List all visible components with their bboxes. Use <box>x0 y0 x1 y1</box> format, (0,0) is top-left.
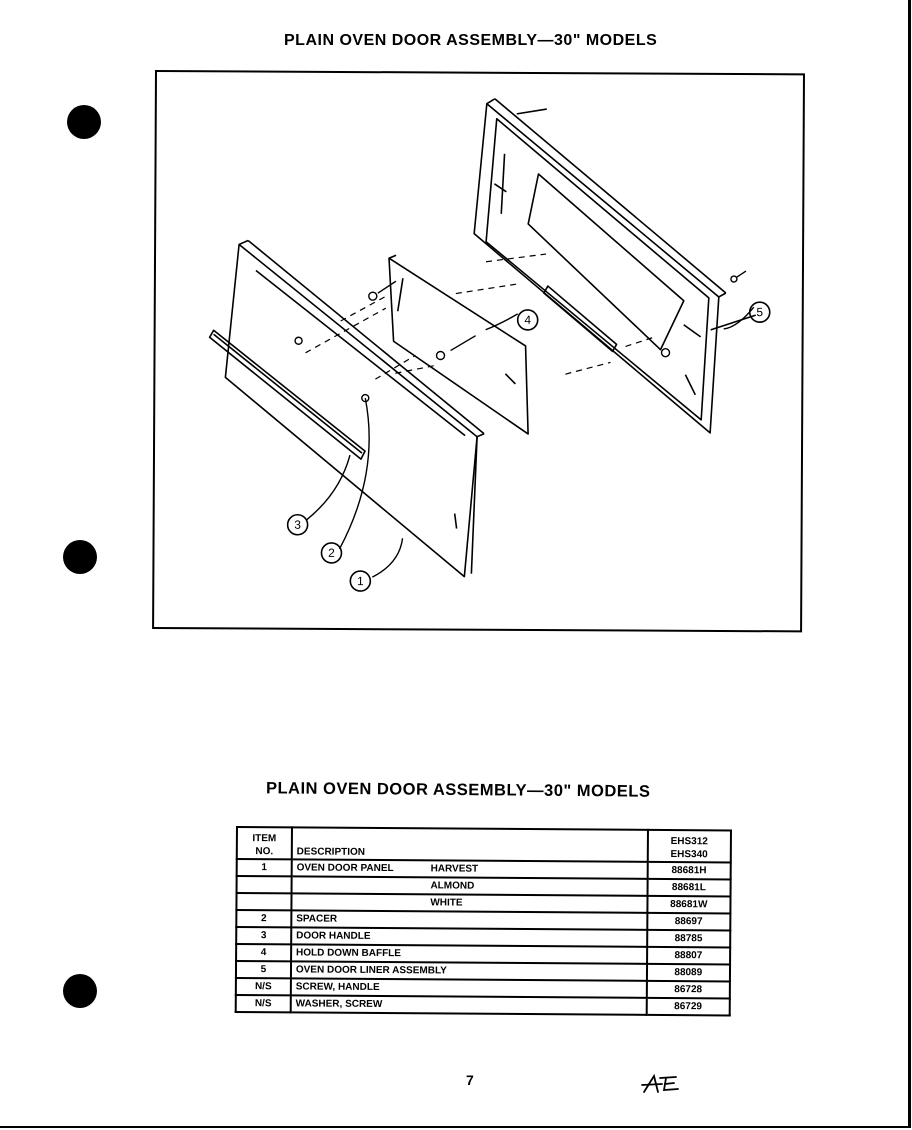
header-item-no <box>237 827 292 859</box>
exploded-diagram <box>152 70 805 632</box>
item-no: 2 <box>236 910 291 927</box>
part-number: 86728 <box>646 981 729 999</box>
item-no <box>236 893 291 910</box>
header-model-line2: EHS340 <box>670 849 708 861</box>
finish: ALMOND <box>430 880 475 892</box>
description-text: HOLD DOWN BAFFLE <box>295 947 402 960</box>
hold-down-baffle <box>388 255 532 434</box>
description-text: OVEN DOOR PANEL <box>296 862 394 875</box>
header-item-line1: ITEM <box>252 833 277 845</box>
description-text: SCREW, HANDLE <box>295 981 380 994</box>
part-number: 88681W <box>647 896 730 914</box>
description <box>291 995 647 1014</box>
item-no: 5 <box>236 961 291 978</box>
table-row <box>236 995 730 1015</box>
item-no: N/S <box>236 995 291 1012</box>
binder-hole-middle <box>63 540 97 574</box>
door-handle <box>209 330 366 459</box>
finish: HARVEST <box>430 863 479 875</box>
parts-table <box>235 826 732 1016</box>
exploded-diagram-drawing <box>154 72 803 630</box>
header-model <box>647 830 731 863</box>
callout-3: 3 <box>294 517 302 532</box>
description-text: DOOR HANDLE <box>296 930 371 942</box>
binder-hole-top <box>67 105 101 139</box>
item-no: 3 <box>236 927 291 944</box>
binder-hole-bottom <box>63 974 97 1008</box>
item-no: 1 <box>237 859 292 876</box>
handwritten-initials <box>640 1070 684 1096</box>
part-number: 88697 <box>647 913 730 931</box>
page-number: 7 <box>466 1072 474 1088</box>
table-title: PLAIN OVEN DOOR ASSEMBLY—30" MODELS <box>265 779 651 801</box>
callout-5: 5 <box>756 305 764 320</box>
callout-2: 2 <box>328 545 335 560</box>
item-no: N/S <box>236 978 291 995</box>
finish: WHITE <box>430 897 463 909</box>
diagram-title: PLAIN OVEN DOOR ASSEMBLY—30" MODELS <box>284 32 658 49</box>
oven-door-panel <box>224 240 485 576</box>
part-number: 88681L <box>647 879 730 897</box>
description-text: WASHER, SCREW <box>295 998 383 1011</box>
description-text: OVEN DOOR LINER ASSEMBLY <box>295 964 447 977</box>
part-number: 88089 <box>647 964 730 982</box>
part-number: 88681H <box>647 862 730 880</box>
header-item-line2: NO. <box>255 846 274 858</box>
part-number: 88807 <box>647 947 730 965</box>
oven-door-liner-assembly <box>473 99 757 433</box>
item-no: 4 <box>236 944 291 961</box>
part-number: 86729 <box>646 998 729 1016</box>
header-description: DESCRIPTION <box>292 827 648 861</box>
description-text: SPACER <box>296 913 338 925</box>
item-no <box>237 876 292 893</box>
table-header-row <box>237 827 731 862</box>
part-number: 88785 <box>647 930 730 948</box>
callout-1: 1 <box>356 574 364 589</box>
header-model-line1: EHS312 <box>670 836 708 848</box>
callout-4: 4 <box>524 312 532 327</box>
